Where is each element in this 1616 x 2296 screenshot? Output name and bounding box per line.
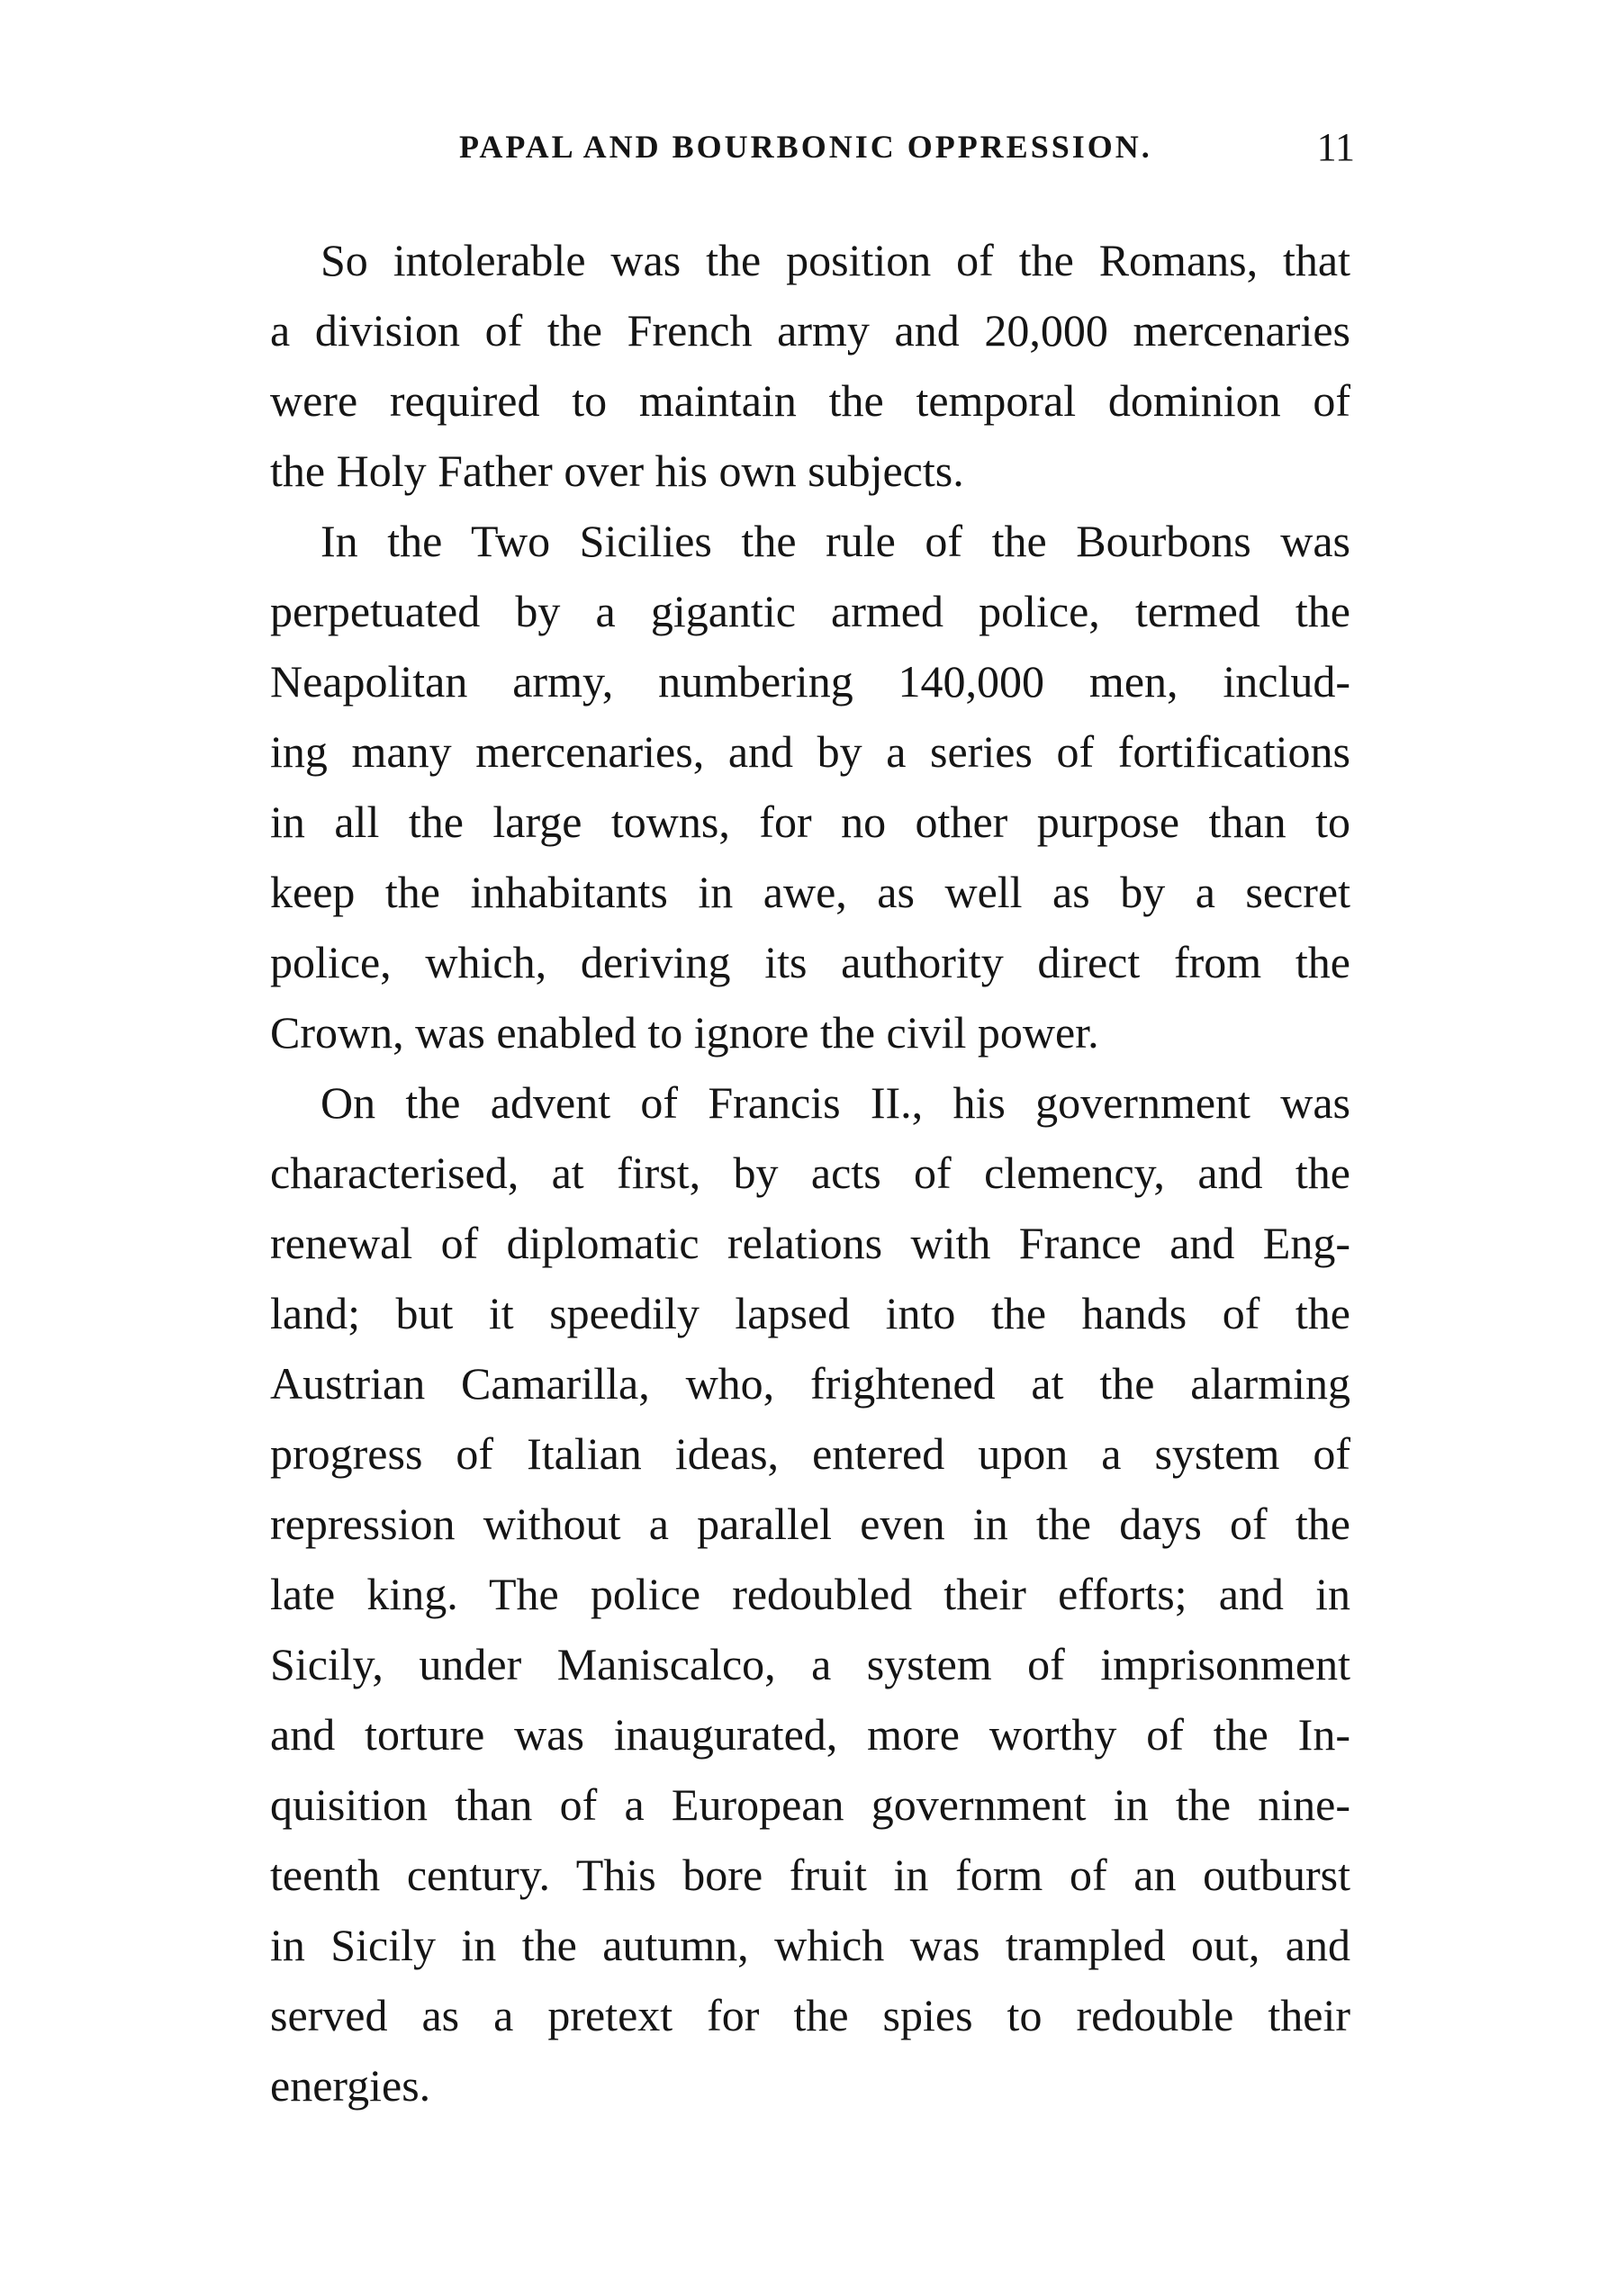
text-line: energies. bbox=[270, 2060, 431, 2111]
text-line: In the Two Sicilies the rule of the Bourbons was bbox=[320, 516, 1350, 566]
paragraph bbox=[270, 225, 1350, 506]
text-line: Crown, was enabled to ignore the civil power. bbox=[270, 1007, 1099, 1058]
page-number: 11 bbox=[1316, 125, 1355, 169]
paragraph bbox=[270, 1067, 1350, 2120]
text-line: were required to maintain the temporal dominion of bbox=[270, 375, 1350, 426]
text-line: So intolerable was the position of the Romans, that bbox=[320, 235, 1350, 285]
text-line: in Sicily in the autumn, which was trampled out, and bbox=[270, 1920, 1350, 1970]
text-line: police, which, deriving its authority direct from the bbox=[270, 937, 1350, 987]
running-title: PAPAL AND BOURBONIC OPPRESSION. bbox=[459, 129, 1152, 165]
text-line: keep the inhabitants in awe, as well as by a secret bbox=[270, 867, 1350, 917]
text-line: On the advent of Francis II., his government was bbox=[320, 1077, 1350, 1128]
text-line: Austrian Camarilla, who, frightened at the alarming bbox=[270, 1358, 1350, 1409]
text-line: served as a pretext for the spies to redouble their bbox=[270, 1990, 1350, 2040]
text-line: progress of Italian ideas, entered upon a system of bbox=[270, 1428, 1350, 1479]
text-line: perpetuated by a gigantic armed police, termed the bbox=[270, 586, 1350, 636]
text-line: the Holy Father over his own subjects. bbox=[270, 446, 964, 496]
text-line: Sicily, under Maniscalco, a system of imprisonment bbox=[270, 1639, 1350, 1689]
body-text bbox=[270, 225, 1350, 2120]
text-line: in all the large towns, for no other purpose than to bbox=[270, 797, 1350, 847]
text-line: renewal of diplomatic relations with France and Eng- bbox=[270, 1218, 1350, 1268]
text-line: characterised, at first, by acts of clemency, and the bbox=[270, 1148, 1350, 1198]
text-line: teenth century. This bore fruit in form of an outburst bbox=[270, 1850, 1350, 1900]
text-line: land; but it speedily lapsed into the hands of the bbox=[270, 1288, 1350, 1338]
text-line: and torture was inaugurated, more worthy of the In- bbox=[270, 1709, 1350, 1760]
text-line: repression without a parallel even in the days of the bbox=[270, 1499, 1350, 1549]
text-line: ing many mercenaries, and by a series of fortifications bbox=[270, 726, 1350, 777]
text-line: quisition than of a European government in the nine- bbox=[270, 1779, 1350, 1830]
running-header bbox=[270, 125, 1355, 182]
text-line: Neapolitan army, numbering 140,000 men, includ- bbox=[270, 656, 1350, 707]
paragraph bbox=[270, 506, 1350, 1067]
text-line: a division of the French army and 20,000 mercenaries bbox=[270, 305, 1350, 356]
text-line: late king. The police redoubled their efforts; and in bbox=[270, 1569, 1350, 1619]
